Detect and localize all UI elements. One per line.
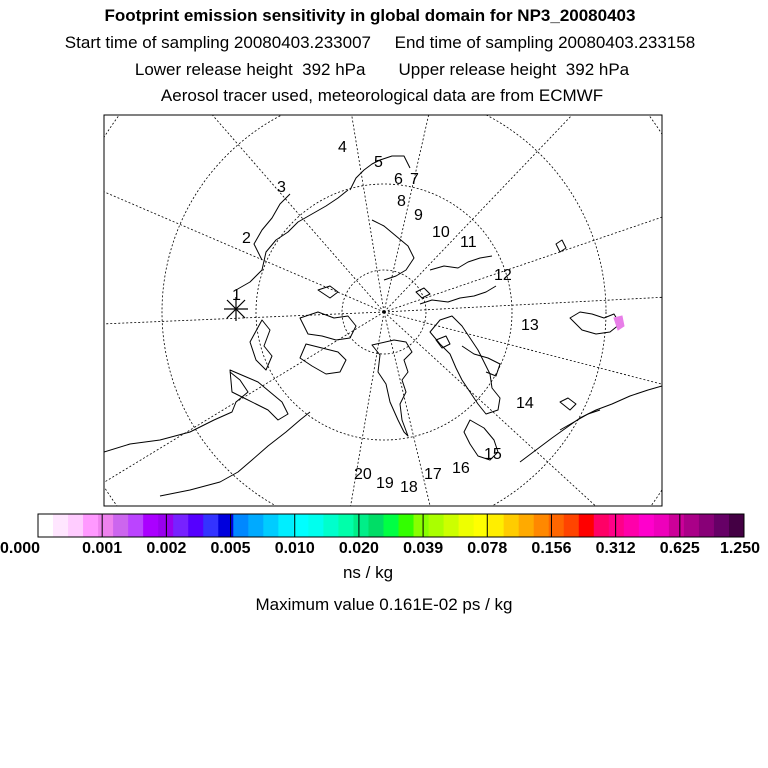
trajectory-label-18: 18 — [400, 479, 418, 496]
colorbar-cell — [459, 514, 475, 537]
colorbar-cell — [218, 514, 234, 537]
colorbar-cell — [143, 514, 159, 537]
colorbar-cell — [173, 514, 189, 537]
maximum-value: Maximum value 0.161E-02 ps / kg — [255, 595, 513, 614]
colorbar-label: 0.002 — [146, 540, 187, 557]
colorbar-cell — [353, 514, 369, 537]
colorbar-cell — [113, 514, 129, 537]
colorbar-cell — [83, 514, 99, 537]
trajectory-label-20: 20 — [354, 466, 372, 483]
colorbar-label: 0.005 — [210, 540, 251, 557]
colorbar-label: 0.312 — [595, 540, 636, 557]
colorbar-label: 0.156 — [531, 540, 572, 557]
colorbar-cell — [278, 514, 294, 537]
colorbar-cell — [594, 514, 610, 537]
colorbar-cell — [519, 514, 535, 537]
colorbar-cell — [624, 514, 640, 537]
trajectory-label-7: 7 — [410, 171, 419, 188]
tracer-info: Aerosol tracer used, meteorological data are from ECMWF — [160, 86, 604, 105]
colorbar-cell — [308, 514, 324, 537]
map-title: Footprint emission sensitivity in global domain for NP3_20080403 — [104, 6, 636, 25]
trajectory-label-17: 17 — [424, 466, 442, 483]
colorbar-cell — [429, 514, 445, 537]
release-heights: Lower release height 392 hPa Upper release height 392 hPa — [134, 60, 630, 79]
trajectory-label-2: 2 — [242, 230, 251, 247]
colorbar-cell — [68, 514, 84, 537]
colorbar-cell — [98, 514, 114, 537]
trajectory-label-15: 15 — [484, 446, 502, 463]
colorbar-cell — [669, 514, 685, 537]
trajectory-label-13: 13 — [521, 317, 539, 334]
colorbar-cell — [188, 514, 204, 537]
trajectory-label-3: 3 — [277, 179, 286, 196]
colorbar-cell — [383, 514, 399, 537]
colorbar-cell — [323, 514, 339, 537]
colorbar-cell — [38, 514, 54, 537]
colorbar-label: 0.020 — [338, 540, 379, 557]
colorbar-cell — [489, 514, 505, 537]
trajectory-label-8: 8 — [397, 193, 406, 210]
colorbar-label: 0.039 — [403, 540, 444, 557]
colorbar-cell — [534, 514, 550, 537]
colorbar-cell — [293, 514, 309, 537]
colorbar-cell — [263, 514, 279, 537]
sampling-times: Start time of sampling 20080403.233007 End time of sampling 20080403.233158 — [64, 33, 696, 52]
trajectory-label-9: 9 — [414, 207, 423, 224]
trajectory-label-10: 10 — [432, 224, 450, 241]
trajectory-label-6: 6 — [394, 171, 403, 188]
colorbar-cell — [368, 514, 384, 537]
colorbar-cell — [699, 514, 715, 537]
colorbar-cell — [414, 514, 430, 537]
colorbar-cell — [504, 514, 520, 537]
colorbar-cell — [248, 514, 264, 537]
colorbar-label: 0.625 — [659, 540, 700, 557]
colorbar-cell — [684, 514, 700, 537]
trajectory-label-14: 14 — [516, 395, 534, 412]
colorbar-cell — [53, 514, 69, 537]
colorbar-label: 0.001 — [82, 540, 123, 557]
colorbar-cell — [714, 514, 730, 537]
trajectory-label-19: 19 — [376, 475, 394, 492]
colorbar-cell — [609, 514, 625, 537]
trajectory-label-11: 11 — [460, 234, 477, 251]
colorbar-label: 1.250 — [719, 540, 760, 557]
colorbar-cell — [654, 514, 670, 537]
colorbar-unit: ns / kg — [342, 563, 394, 582]
trajectory-label-4: 4 — [338, 139, 347, 156]
trajectory-label-1: 1 — [232, 287, 241, 304]
colorbar-cell — [579, 514, 595, 537]
colorbar-cell — [444, 514, 460, 537]
colorbar-cell — [399, 514, 415, 537]
colorbar-cell — [203, 514, 219, 537]
colorbar-cell — [639, 514, 655, 537]
colorbar-label: 0.000 — [0, 540, 41, 557]
trajectory-label-12: 12 — [494, 267, 512, 284]
trajectory-label-5: 5 — [374, 154, 383, 171]
colorbar-label: 0.010 — [274, 540, 315, 557]
colorbar-cell — [729, 514, 745, 537]
colorbar-cell — [338, 514, 354, 537]
colorbar-cell — [233, 514, 249, 537]
trajectory-label-16: 16 — [452, 460, 470, 477]
colorbar-cell — [564, 514, 580, 537]
colorbar-label: 0.078 — [467, 540, 508, 557]
colorbar-cell — [128, 514, 144, 537]
